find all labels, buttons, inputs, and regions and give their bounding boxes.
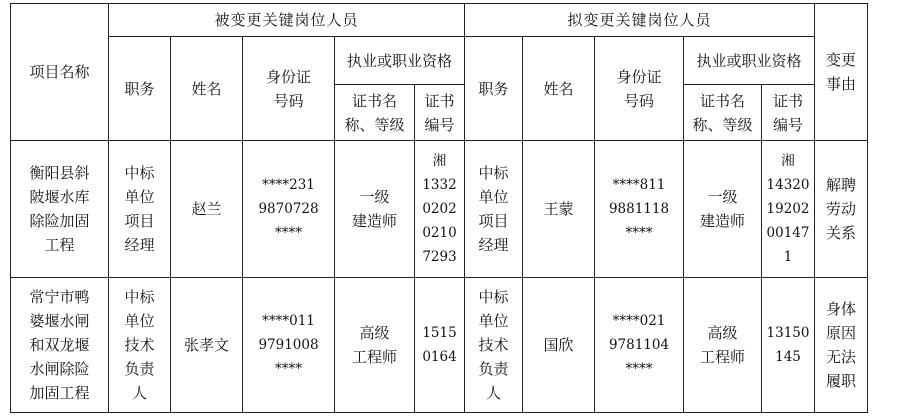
header-old-position: 职务 xyxy=(109,37,171,141)
old-cert-level-cell: 一级 建造师 xyxy=(335,141,415,278)
header-proposed-personnel: 拟变更关键岗位人员 xyxy=(465,4,815,37)
table-row xyxy=(11,141,868,278)
old-cert-number-cell: 湘 1332 0202 0210 7293 xyxy=(415,141,465,278)
new-position-cell: 中标 单位 技术 负责 人 xyxy=(465,278,523,413)
new-cert-number-cell: 湘 14320 19202 00147 1 xyxy=(762,141,815,278)
old-id-cell: ****231 9870728 **** xyxy=(243,141,335,278)
header-new-id-number: 身份证 号码 xyxy=(595,37,684,141)
header-new-cert-name-level: 证书名 称、等级 xyxy=(684,85,762,141)
header-new-position: 职务 xyxy=(465,37,523,141)
new-name-cell: 国欣 xyxy=(523,278,595,413)
new-id-cell: ****811 9881118 **** xyxy=(595,141,684,278)
header-change-reason: 变更 事由 xyxy=(815,4,868,141)
header-old-cert-number: 证书 编号 xyxy=(415,85,465,141)
old-name-cell: 张孝文 xyxy=(171,278,243,413)
project-name-cell: 常宁市鸭 婆堰水闸 和双龙堰 水闸除险 加固工程 xyxy=(11,278,109,413)
new-cert-level-cell: 一级 建造师 xyxy=(684,141,762,278)
header-replaced-personnel: 被变更关键岗位人员 xyxy=(109,4,465,37)
header-project-name: 项目名称 xyxy=(11,4,109,141)
new-cert-level-cell: 高级 工程师 xyxy=(684,278,762,413)
old-cert-number-cell: 1515 0164 xyxy=(415,278,465,413)
old-id-cell: ****011 9791008 **** xyxy=(243,278,335,413)
new-name-cell: 王蒙 xyxy=(523,141,595,278)
old-cert-level-cell: 高级 工程师 xyxy=(335,278,415,413)
new-position-cell: 中标 单位 项目 经理 xyxy=(465,141,523,278)
new-id-cell: ****021 9781104 **** xyxy=(595,278,684,413)
personnel-change-table xyxy=(10,3,868,413)
old-name-cell: 赵兰 xyxy=(171,141,243,278)
header-old-name: 姓名 xyxy=(171,37,243,141)
header-old-id-number: 身份证 号码 xyxy=(243,37,335,141)
change-reason-cell: 解聘 劳动 关系 xyxy=(815,141,868,278)
project-name-cell: 衡阳县斜 陂堰水库 除险加固 工程 xyxy=(11,141,109,278)
header-old-cert-name-level: 证书名 称、等级 xyxy=(335,85,415,141)
change-reason-cell: 身体 原因 无法 履职 xyxy=(815,278,868,413)
old-position-cell: 中标 单位 技术 负责 人 xyxy=(109,278,171,413)
header-new-cert-number: 证书 编号 xyxy=(762,85,815,141)
header-new-name: 姓名 xyxy=(523,37,595,141)
header-new-qualification: 执业或职业资格 xyxy=(684,37,815,85)
table-row xyxy=(11,278,868,413)
header-old-qualification: 执业或职业资格 xyxy=(335,37,465,85)
new-cert-number-cell: 13150 145 xyxy=(762,278,815,413)
old-position-cell: 中标 单位 项目 经理 xyxy=(109,141,171,278)
